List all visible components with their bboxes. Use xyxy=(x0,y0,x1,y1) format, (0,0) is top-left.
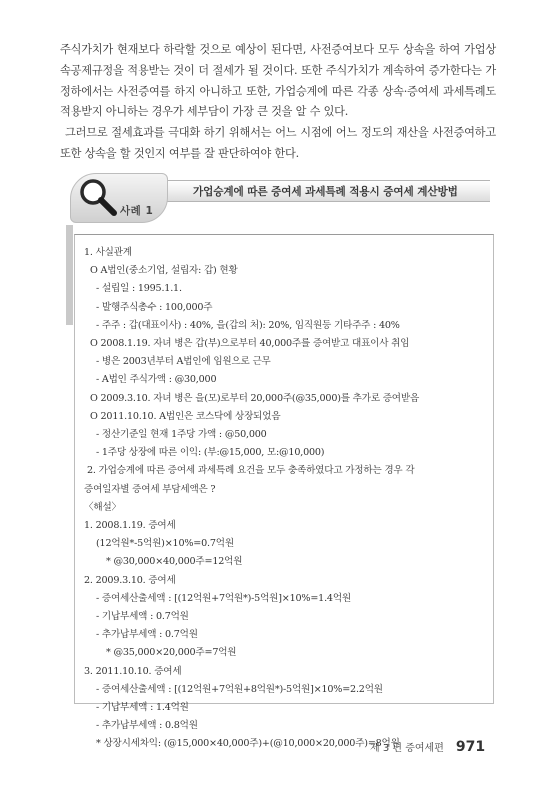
calc-note: * 상장시세차익: (@15,000×40,000주)+(@10,000×20,000주)=8억원 xyxy=(96,738,400,750)
magnifier-icon xyxy=(76,175,120,219)
example-badge xyxy=(58,173,178,229)
calc-heading: 1. 2008.1.19. 증여세 xyxy=(84,520,176,532)
fact-line: O 2009.3.10. 자녀 병은 을(모)로부터 20,000주(@35,000)를 추가로 증여받음 xyxy=(90,392,420,404)
calc-line: - 증여세산출세액 : [(12억원+7억원+8억원*)-5억원]×10%=2.2억원 xyxy=(96,683,383,695)
calc-line: - 증여세산출세액 : [(12억원+7억원*)-5억원]×10%=1.4억원 xyxy=(96,592,351,604)
solution-heading: 〈해설〉 xyxy=(84,501,121,513)
calc-note: * @35,000×20,000주=7억원 xyxy=(106,647,237,659)
intro-paragraph-1: 주식가치가 현재보다 하락할 것으로 예상이 된다면, 사전증여보다 모두 상속을 하여 가업상속공제규정을 적용받는 것이 더 절세가 될 것이다. 또한 주식가치가 계속하여 증가한다는 가정하에서는 사전증여를 하지 아니하고 또한, 가업승계에 따른 각종 상속·증여세 과세특례도 적용받지 아니하는 경우가 세부담이 가장 큰 것을 알 수 있다. xyxy=(60,43,496,119)
calc-line: (12억원*-5억원)×10%=0.7억원 xyxy=(96,538,234,550)
fact-line: O A법인(중소기업, 설립자: 갑) 현황 xyxy=(90,265,238,277)
footer-section-title: 제 3 편 증여세편 xyxy=(370,743,444,754)
calc-line: - 추가납부세액 : 0.7억원 xyxy=(96,629,198,641)
calc-line: - 기납부세액 : 1.4억원 xyxy=(96,702,189,714)
calc-heading: 3. 2011.10.10. 증여세 xyxy=(84,665,182,677)
fact-line: O 2011.10.10. A법인은 코스닥에 상장되었음 xyxy=(90,410,281,422)
fact-line: - 주주 : 갑(대표이사) : 40%, 을(갑의 처): 20%, 임직원등 기타주주 : 40% xyxy=(96,319,400,331)
fact-line: - 1주당 상장에 따른 이익: (부:@15,000, 모:@10,000) xyxy=(96,447,325,459)
badge-label: 사례 1 xyxy=(120,205,154,217)
calc-note: * @30,000×40,000주=12억원 xyxy=(106,556,243,568)
fact-line: - 설립일 : 1995.1.1. xyxy=(96,283,182,295)
section-heading: 1. 사실관계 xyxy=(84,247,132,258)
example-header xyxy=(58,173,498,229)
fact-line: - 발행주식총수 : 100,000주 xyxy=(96,301,213,313)
page-number: 971 xyxy=(455,739,486,755)
calc-line: - 추가납부세액 : 0.8억원 xyxy=(96,720,198,732)
calc-line: - 기납부세액 : 0.7억원 xyxy=(96,611,189,623)
fact-line: O 2008.1.19. 자녀 병은 갑(부)으로부터 40,000주를 증여받고 대표이사 취임 xyxy=(90,338,410,350)
page-footer xyxy=(370,739,485,755)
example-body xyxy=(84,244,494,754)
question-line: 증여일자별 증여세 부담세액은 ? xyxy=(84,483,216,495)
calc-heading: 2. 2009.3.10. 증여세 xyxy=(84,574,176,586)
fact-line: - A법인 주식가액 : @30,000 xyxy=(96,374,217,386)
example-title: 가업승계에 따른 증여세 과세특례 적용시 증여세 계산방법 xyxy=(193,185,458,198)
fact-line: - 병은 2003년부터 A법인에 임원으로 근무 xyxy=(96,356,271,368)
question-line: 2. 가업승계에 따른 증여세 과세특례 요건을 모두 충족하였다고 가정하는 경우 각 xyxy=(87,465,415,477)
fact-line: - 정산기준일 현재 1주당 가액 : @50,000 xyxy=(96,429,267,441)
intro-text xyxy=(60,40,496,165)
decorative-side-bar xyxy=(66,225,73,325)
intro-paragraph-2: 그러므로 절세효과를 극대화 하기 위해서는 어느 시점에 어느 정도의 재산을 사전증여하고 또한 상속을 할 것인지 여부를 잘 판단하여야 한다. xyxy=(60,126,496,160)
